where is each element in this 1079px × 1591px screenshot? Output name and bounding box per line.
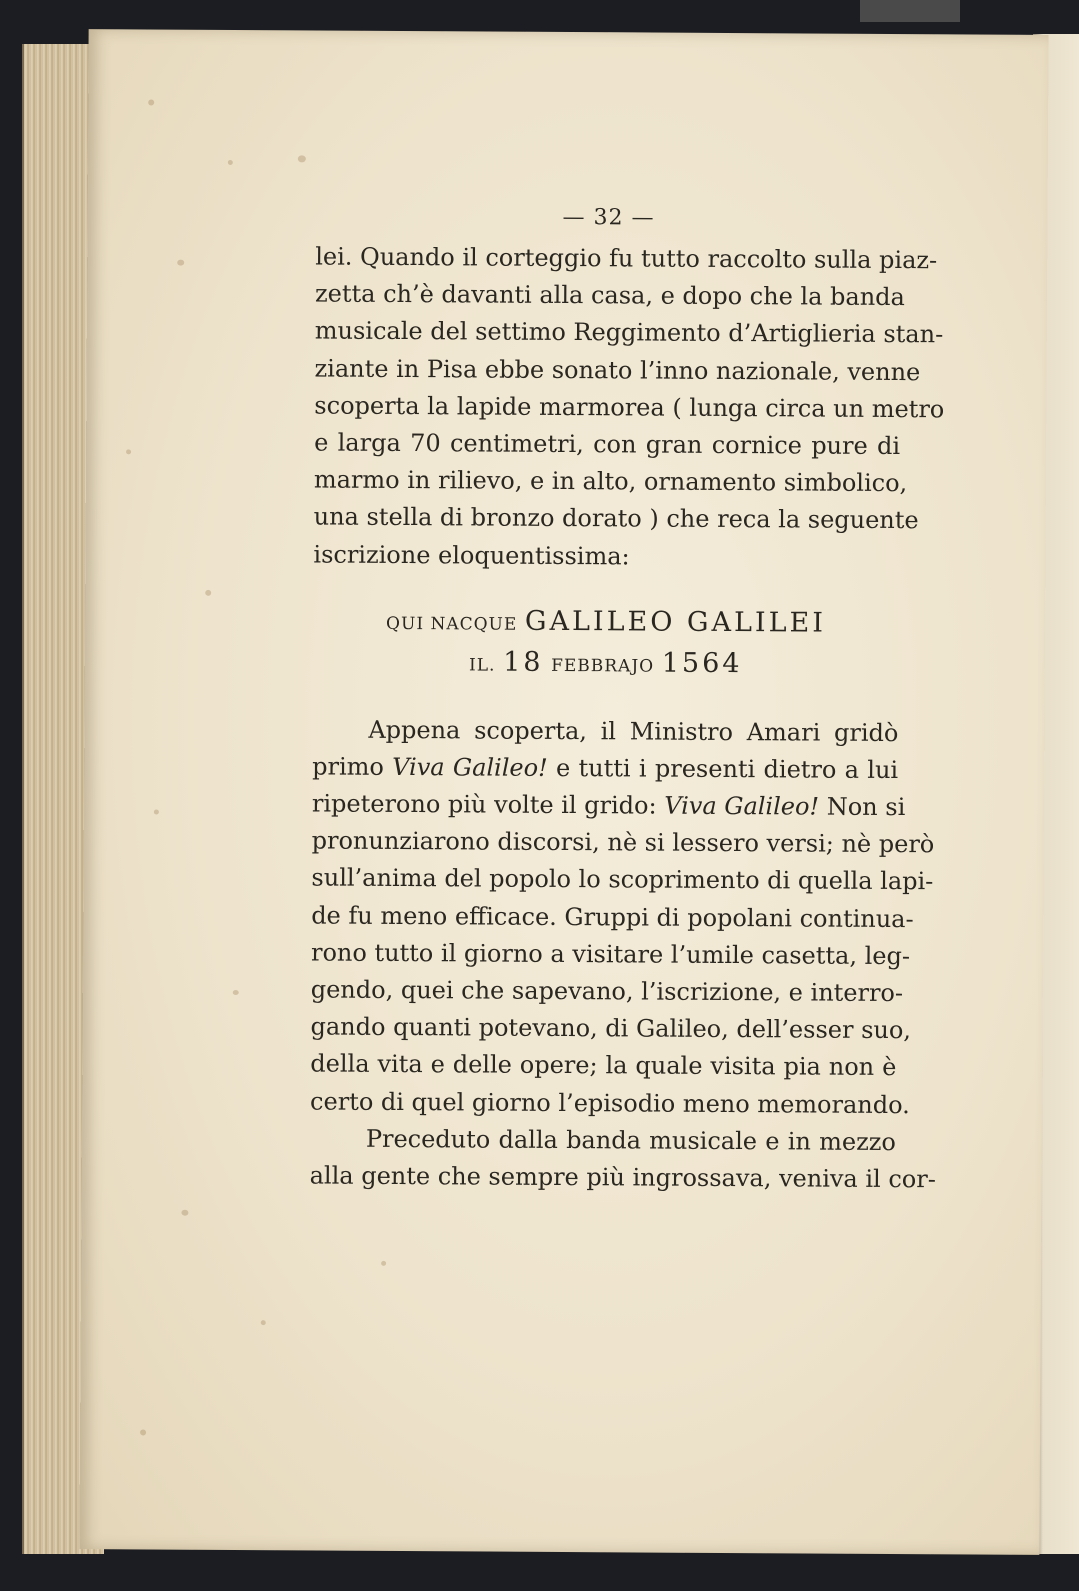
text-line: una stella di bronzo dorato ) che reca la seguente bbox=[313, 502, 919, 535]
text-line: lei. Quando il corteggio fu tutto raccolto sulla piaz- bbox=[315, 242, 938, 275]
text-line bbox=[311, 786, 906, 827]
text-span: primo bbox=[312, 752, 393, 781]
text-line: marmo in rilievo, e in alto, ornamento simbolico, bbox=[313, 465, 908, 498]
paragraph-1 bbox=[313, 238, 945, 576]
paragraph-2 bbox=[310, 711, 935, 1124]
text-line: certo di quel giorno l’episodio meno memorando. bbox=[310, 1087, 910, 1119]
foxing-spot bbox=[154, 809, 159, 814]
text-line: gendo, quei che sapevano, l’iscrizione, e interro- bbox=[310, 975, 904, 1008]
text-line: scoperta la lapide marmorea ( lunga circa un metro bbox=[314, 391, 945, 424]
text-line: gando quanti potevano, di Galileo, dell’esser suo, bbox=[310, 1012, 912, 1045]
foxing-spot bbox=[148, 99, 154, 105]
text-line: Appena scoperta, il Ministro Amari gridò bbox=[368, 715, 899, 747]
foxing-spot bbox=[181, 1210, 188, 1216]
foxing-spot bbox=[261, 1320, 266, 1325]
inscription-month: FEBBRAJO bbox=[551, 655, 655, 677]
foxing-spot bbox=[140, 1429, 146, 1435]
inscription-day: 18 bbox=[503, 646, 544, 678]
italic-exclamation: Viva Galileo! bbox=[664, 791, 820, 821]
foxing-spot bbox=[228, 160, 233, 165]
text-line: zetta ch’è davanti alla casa, e dopo che la banda bbox=[314, 279, 905, 312]
italic-exclamation: Viva Galileo! bbox=[392, 752, 548, 782]
text-line: iscrizione eloquentissima: bbox=[313, 539, 630, 570]
text-line: alla gente che sempre più ingrossava, veniva il cor- bbox=[309, 1161, 936, 1194]
book-page bbox=[79, 29, 1048, 1555]
page-text bbox=[309, 198, 945, 1198]
scan-background bbox=[860, 0, 960, 22]
paragraph-3 bbox=[309, 1120, 936, 1198]
inscription-prefix: QUI NACQUE bbox=[386, 613, 518, 635]
foxing-spot bbox=[381, 1261, 386, 1266]
inscription-il: IL. bbox=[468, 655, 496, 676]
foxing-spot bbox=[298, 155, 306, 162]
foxing-spot bbox=[205, 590, 211, 596]
text-line: ziante in Pisa ebbe sonato l’inno nazionale, venne bbox=[314, 354, 921, 386]
text-line: della vita e delle opere; la quale visita pia non è bbox=[310, 1049, 897, 1082]
foxing-spot bbox=[126, 449, 131, 454]
foxing-spot bbox=[233, 990, 239, 995]
inscription-name: GALILEO GALILEI bbox=[524, 605, 827, 639]
page-number: — 32 — bbox=[562, 204, 655, 231]
text-line: rono tutto il giorno a visitare l’umile casetta, leg- bbox=[310, 938, 911, 970]
text-line: pronunziarono discorsi, nè si lessero versi; nè però bbox=[311, 826, 935, 859]
inscription bbox=[313, 601, 899, 687]
text-span: e tutti i presenti dietro a lui bbox=[547, 753, 899, 784]
text-line: Preceduto dalla banda musicale e in mezzo bbox=[365, 1124, 896, 1156]
foxing-spot bbox=[177, 260, 184, 266]
text-line bbox=[312, 748, 898, 789]
text-line: e larga 70 centimetri, con gran cornice pure di bbox=[314, 428, 901, 460]
inscription-line-2 bbox=[313, 642, 899, 687]
inscription-line-1 bbox=[313, 601, 899, 646]
text-line: sull’anima del popolo lo scoprimento di quella lapi- bbox=[311, 863, 934, 896]
text-span: Non si bbox=[819, 792, 906, 822]
text-line: de fu meno efficace. Gruppi di popolani continua- bbox=[311, 901, 914, 933]
text-line: musicale del settimo Reggimento d’Artiglieria stan- bbox=[314, 316, 944, 349]
inscription-year: 1564 bbox=[661, 647, 743, 679]
text-span: ripeterono più volte il grido: bbox=[311, 789, 665, 820]
